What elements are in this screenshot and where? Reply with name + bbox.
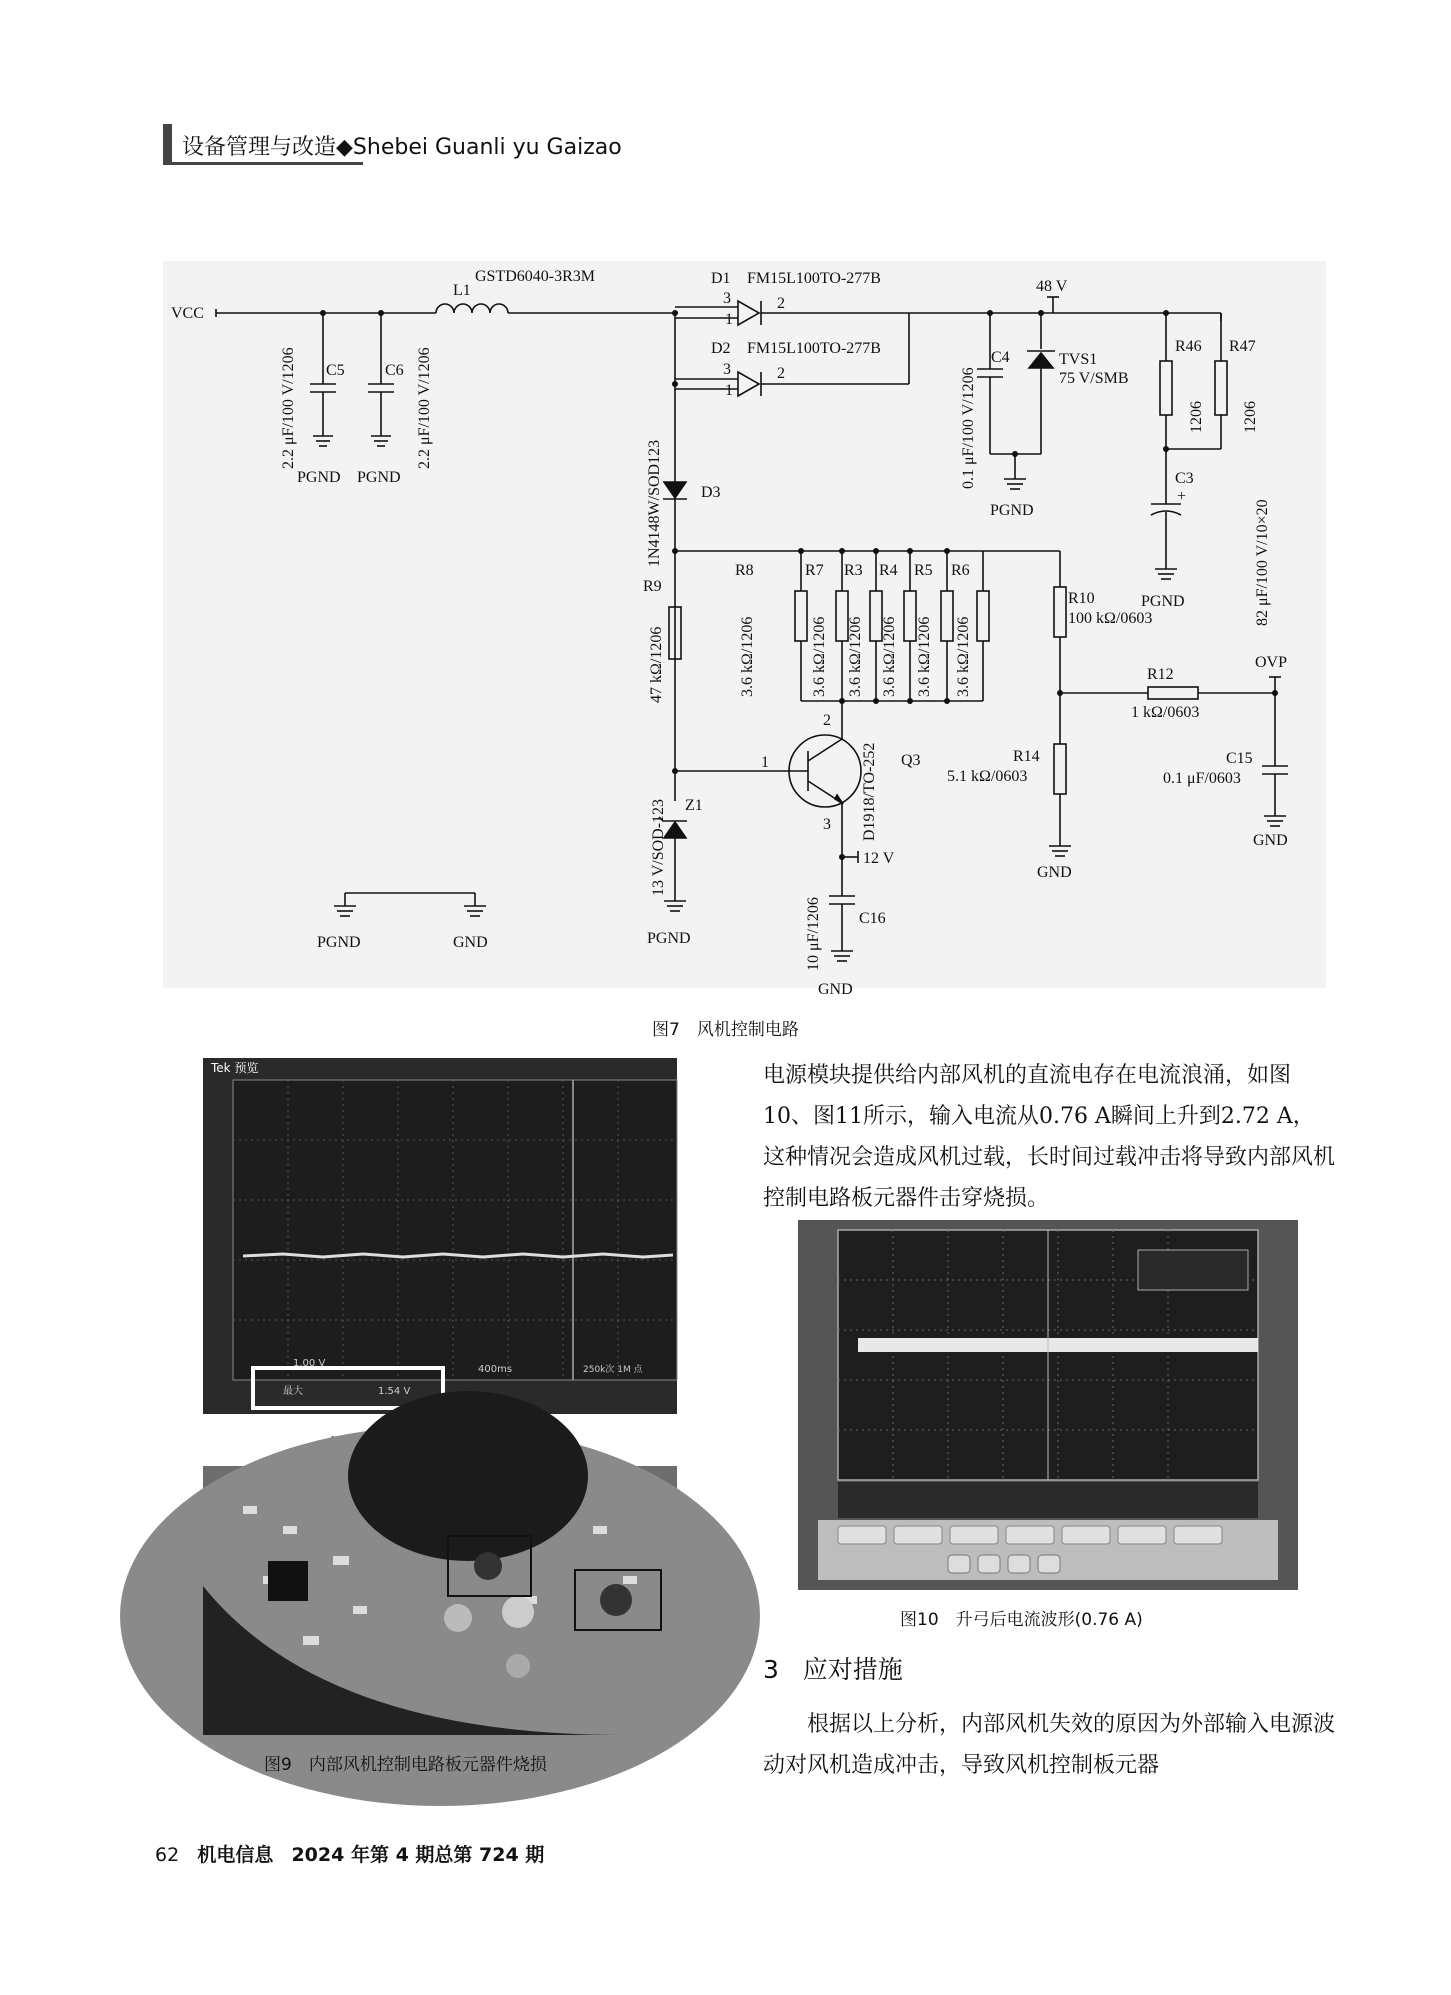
svg-text:D2: D2 bbox=[711, 340, 731, 357]
svg-text:D1: D1 bbox=[711, 270, 731, 287]
svg-text:3.6 kΩ/1206: 3.6 kΩ/1206 bbox=[955, 616, 972, 697]
svg-text:GND: GND bbox=[1253, 832, 1288, 849]
svg-text:47 kΩ/1206: 47 kΩ/1206 bbox=[648, 626, 665, 703]
svg-text:C3: C3 bbox=[1175, 470, 1194, 487]
svg-text:R3: R3 bbox=[844, 562, 863, 579]
svg-text:1206: 1206 bbox=[1242, 401, 1259, 433]
osc-timebase: 400ms bbox=[478, 1364, 513, 1375]
issue-info: 2024 年第 4 期总第 724 期 bbox=[291, 1844, 545, 1866]
svg-text:2: 2 bbox=[777, 295, 785, 312]
fan-control-schematic bbox=[163, 261, 1326, 998]
figure8-oscilloscope-photo bbox=[203, 1058, 677, 1414]
svg-text:PGND: PGND bbox=[990, 502, 1034, 519]
svg-text:2: 2 bbox=[777, 365, 785, 382]
svg-text:PGND: PGND bbox=[317, 934, 361, 951]
section-3-heading bbox=[763, 1650, 903, 1686]
svg-text:1 kΩ/0603: 1 kΩ/0603 bbox=[1131, 704, 1200, 721]
svg-text:12 V: 12 V bbox=[863, 850, 895, 867]
svg-text:2.2 μF/100 V/1206: 2.2 μF/100 V/1206 bbox=[280, 347, 297, 469]
svg-text:R7: R7 bbox=[805, 562, 824, 579]
svg-text:2.2 μF/100 V/1206: 2.2 μF/100 V/1206 bbox=[416, 347, 433, 469]
svg-text:48 V: 48 V bbox=[1036, 278, 1068, 295]
svg-text:L1: L1 bbox=[453, 282, 471, 299]
paragraph-1: 电源模块提供给内部风机的直流电存在电流浪涌，如图10、图11所示，输入电流从0.76 A瞬间上升到2.72 A，这种情况会造成风机过载，长时间过载冲击将导致内部风机控制电路板元器件击穿烧损。 bbox=[763, 1063, 1336, 1211]
svg-text:3.6 kΩ/1206: 3.6 kΩ/1206 bbox=[739, 616, 756, 697]
osc-brand: Tek 预览 bbox=[211, 1061, 259, 1075]
svg-text:C5: C5 bbox=[326, 362, 345, 379]
svg-text:GND: GND bbox=[453, 934, 488, 951]
svg-text:75 V/SMB: 75 V/SMB bbox=[1059, 370, 1129, 387]
svg-text:10 μF/1206: 10 μF/1206 bbox=[805, 897, 822, 971]
svg-text:R10: R10 bbox=[1068, 590, 1095, 607]
svg-text:1206: 1206 bbox=[1188, 401, 1205, 433]
figure9-pcb-photo bbox=[203, 1466, 677, 1735]
osc-readout-value: 1.54 V bbox=[378, 1386, 411, 1397]
svg-text:1: 1 bbox=[761, 754, 769, 771]
section-header: 设备管理与改造◆Shebei Guanli yu Gaizao bbox=[182, 135, 622, 160]
svg-text:3: 3 bbox=[723, 361, 731, 378]
osc-readout-label: 最大 bbox=[283, 1386, 303, 1397]
svg-text:PGND: PGND bbox=[357, 469, 401, 486]
svg-text:GND: GND bbox=[1037, 864, 1072, 881]
svg-text:R9: R9 bbox=[643, 578, 662, 595]
svg-text:PGND: PGND bbox=[1141, 593, 1185, 610]
svg-text:R6: R6 bbox=[951, 562, 970, 579]
svg-text:R4: R4 bbox=[879, 562, 898, 579]
svg-text:1: 1 bbox=[725, 311, 733, 328]
figure7-caption: 图7 风机控制电路 bbox=[652, 1020, 799, 1040]
figure10-caption: 图10 升弓后电流波形(0.76 A) bbox=[900, 1610, 1143, 1630]
svg-text:C6: C6 bbox=[385, 362, 404, 379]
svg-text:C15: C15 bbox=[1226, 750, 1253, 767]
svg-text:OVP: OVP bbox=[1255, 654, 1288, 671]
svg-text:R5: R5 bbox=[914, 562, 933, 579]
svg-text:Q3: Q3 bbox=[901, 752, 921, 769]
section-number: 3 bbox=[763, 1655, 779, 1684]
svg-text:3.6 kΩ/1206: 3.6 kΩ/1206 bbox=[916, 616, 933, 697]
svg-text:R8: R8 bbox=[735, 562, 754, 579]
svg-text:GSTD6040-3R3M: GSTD6040-3R3M bbox=[475, 268, 596, 285]
svg-text:R47: R47 bbox=[1229, 338, 1256, 355]
svg-text:R46: R46 bbox=[1175, 338, 1202, 355]
svg-text:R12: R12 bbox=[1147, 666, 1174, 683]
svg-text:3: 3 bbox=[723, 290, 731, 307]
svg-text:D3: D3 bbox=[701, 484, 721, 501]
svg-text:C4: C4 bbox=[991, 349, 1010, 366]
svg-text:TVS1: TVS1 bbox=[1059, 351, 1098, 368]
svg-text:D1918/TO-252: D1918/TO-252 bbox=[861, 742, 878, 841]
figure10-oscilloscope-photo bbox=[798, 1220, 1298, 1590]
svg-text:1N4148W/SOD123: 1N4148W/SOD123 bbox=[646, 439, 663, 567]
paragraph-2: 根据以上分析，内部风机失效的原因为外部输入电源波动对风机造成冲击，导致风机控制板元器 bbox=[763, 1712, 1336, 1778]
svg-text:FM15L100TO-277B: FM15L100TO-277B bbox=[747, 340, 881, 357]
svg-text:Z1: Z1 bbox=[685, 797, 703, 814]
svg-text:PGND: PGND bbox=[297, 469, 341, 486]
svg-text:100 kΩ/0603: 100 kΩ/0603 bbox=[1068, 610, 1153, 627]
svg-text:GND: GND bbox=[818, 981, 853, 998]
figure9-caption: 图9 内部风机控制电路板元器件烧损 bbox=[264, 1755, 547, 1775]
header-underline bbox=[163, 162, 363, 165]
svg-text:3: 3 bbox=[823, 816, 831, 833]
svg-text:C16: C16 bbox=[859, 910, 886, 927]
svg-text:5.1 kΩ/0603: 5.1 kΩ/0603 bbox=[947, 768, 1028, 785]
osc-channel: 1.00 V bbox=[293, 1358, 326, 1369]
svg-text:2: 2 bbox=[823, 712, 831, 729]
svg-text:1: 1 bbox=[725, 382, 733, 399]
journal-name: 机电信息 bbox=[197, 1844, 274, 1866]
header-bar bbox=[163, 124, 172, 162]
svg-text:FM15L100TO-277B: FM15L100TO-277B bbox=[747, 270, 881, 287]
svg-text:0.1 μF/0603: 0.1 μF/0603 bbox=[1163, 770, 1241, 787]
svg-text:82 μF/100 V/10×20: 82 μF/100 V/10×20 bbox=[1254, 499, 1271, 626]
page-footer bbox=[155, 1840, 544, 1867]
svg-text:0.1 μF/100 V/1206: 0.1 μF/100 V/1206 bbox=[960, 367, 977, 489]
svg-text:3.6 kΩ/1206: 3.6 kΩ/1206 bbox=[881, 616, 898, 697]
section-title: 应对措施 bbox=[802, 1655, 903, 1684]
page-number: 62 bbox=[155, 1844, 180, 1866]
svg-text:13 V/SOD-123: 13 V/SOD-123 bbox=[650, 798, 667, 896]
svg-text:+: + bbox=[1177, 488, 1187, 505]
osc-rate: 250k次 1M 点 bbox=[583, 1365, 643, 1375]
svg-text:3.6 kΩ/1206: 3.6 kΩ/1206 bbox=[847, 616, 864, 697]
svg-text:PGND: PGND bbox=[647, 930, 691, 947]
schematic-svg bbox=[163, 261, 1326, 998]
svg-text:3.6 kΩ/1206: 3.6 kΩ/1206 bbox=[811, 616, 828, 697]
svg-text:VCC: VCC bbox=[171, 305, 204, 322]
svg-text:R14: R14 bbox=[1013, 748, 1040, 765]
